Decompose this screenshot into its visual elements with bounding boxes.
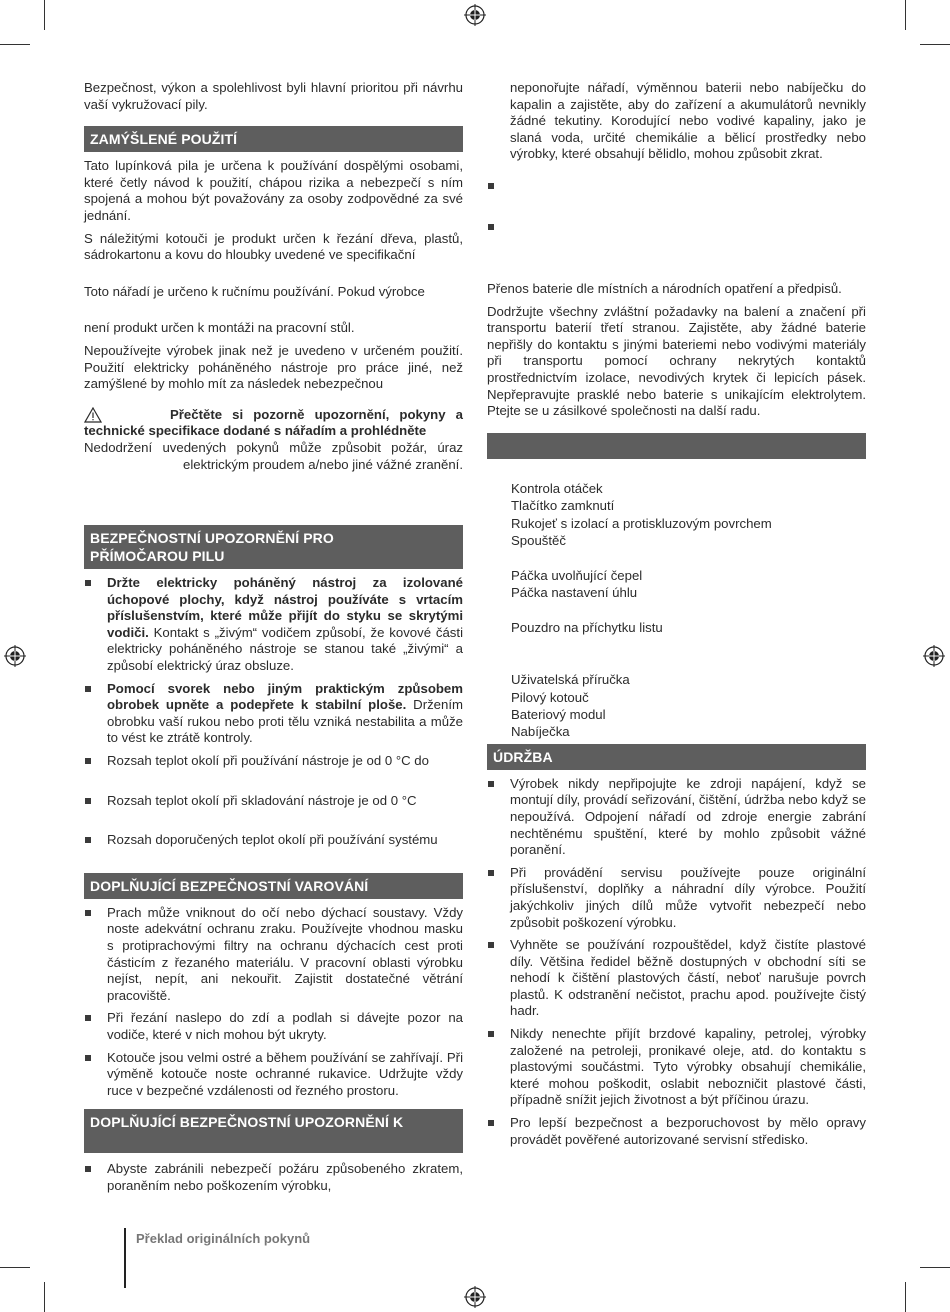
maintenance-list (487, 776, 866, 1148)
section-title-additional-warnings: DOPLŇUJÍCÍ BEZPEČNOSTNÍ VAROVÁNÍ (84, 873, 463, 899)
part-item: Páčka uvolňující čepel (511, 567, 643, 583)
intended-use-p2: S náležitými kotouči je produkt určen k řezání dřeva, plastů, sádrokartonu a kovu do hloubky uvedené ve specifikační (84, 230, 463, 263)
page-footer (124, 1228, 310, 1288)
section-title-battery-safety (84, 1109, 463, 1153)
crop-mark (920, 44, 950, 45)
section-title-text: DOPLŇUJÍCÍ BEZPEČNOSTNÍ UPOZORNĚNÍ K (90, 1114, 404, 1131)
part-item: Pilový kotouč (511, 689, 589, 705)
list-item-text: Držením obrobku vaší rukou nebo proti tělu vzniká nestabilita a může to vést ke ztrátě kontroly. (107, 697, 463, 746)
intended-use-p1: Tato lupínková pila je určena k používání dospělými osobami, které četly návod k použití, chápou rizika a nebezpečí s ním spojená a mohou být považovány za osoby zodpovědné za své jednání. (84, 158, 463, 223)
list-item: Při řezání naslepo do zdí a podlah si dávejte pozor na vodiče, které v nich mohou být ukryty. (84, 1010, 463, 1043)
section-title-line: BEZPEČNOSTNÍ UPOZORNĚNÍ PRO (90, 530, 334, 547)
crop-mark (0, 44, 30, 45)
list-item-bold: Držte elektricky poháněný nástroj za izolované úchopové plochy, když nástroj používáte s vrtacím příslušenstvím, které může přijít do styku se skrytými vodiči. (107, 575, 463, 640)
list-item-bold: Pomocí svorek nebo jiným praktickým způsobem obrobek upněte a podepřete k stabilní ploše. (107, 680, 463, 713)
crop-mark (0, 1267, 30, 1268)
warning-text (84, 407, 463, 473)
continued-text: neponořujte nářadí, výměnnou baterii nebo nabíječku do kapalin a zajistěte, aby do zařízení a akumulátorů nevnikly žádné tekutiny. Korodující nebo vodivé kapaliny, jako je slaná voda, určité chemikálie a bělicí prostředky nebo výrobky, které obsahují bělidlo, mohou způsobit zkrat. (510, 80, 866, 162)
part-item: Tlačítko zamknutí (511, 498, 615, 514)
spacer (511, 654, 866, 671)
additional-warnings-list (84, 905, 463, 1100)
spacer (511, 549, 866, 566)
warning-block (84, 407, 463, 473)
registration-mark-icon (4, 645, 26, 667)
parts-list (487, 480, 866, 741)
spacer (511, 636, 866, 653)
transport-p1: Přenos baterie dle místních a národních opatření a předpisů. (487, 280, 842, 296)
bullet-square (488, 183, 494, 189)
registration-mark-icon (464, 1286, 486, 1308)
list-item: Rozsah doporučených teplot okolí při používání systému (84, 832, 463, 849)
list-item-text: Kontakt s „živým“ vodičem způsobí, že kovové části elektricky poháněného nástroje se stanou také „živými“ a způsobí elektrický úraz obsluze. (107, 624, 463, 674)
list-item: Nikdy nenechte přijít brzdové kapaliny, petrolej, výrobky založené na petroleji, pronikavé oleje, atd. do kontaktu s plastovými součástmi. Tyto výrobky obsahují chemikálie, které mohou poškodit, oslabit nebozničit plastové části, případně snížit jejich životnost a být příčinou úrazu. (487, 1026, 866, 1109)
list-item (84, 681, 463, 747)
bullet-square (488, 224, 494, 230)
part-item: Páčka nastavení úhlu (511, 585, 638, 601)
intro-text: Bezpečnost, výkon a spolehlivost byli hlavní prioritou při návrhu vaší vykružovací pily. (84, 80, 463, 112)
list-item: Prach může vniknout do očí nebo dýchací soustavy. Vždy noste adekvátní ochranu zraku. Používejte vhodnou masku s protiprachovými filtry na ochranu dýchacích cest proti částicím z řezaného materiálu. V pracovní oblasti výrobku nejíst, nepít, ani nekouřit. Zajistit dostatečné větrání pracoviště. (84, 905, 463, 1005)
part-item: Kontrola otáček (511, 480, 603, 496)
empty-bullet (487, 171, 866, 211)
part-item: Pouzdro na příchytku listu (511, 619, 663, 635)
part-item: Spouštěč (511, 532, 566, 548)
part-item: Uživatelská příručka (511, 672, 630, 688)
section-title-jigsaw-safety (84, 525, 463, 569)
section-title-maintenance: ÚDRŽBA (487, 744, 866, 770)
crop-mark (905, 0, 906, 30)
warning-bold: Přečtěte si pozorně upozornění, pokyny a technické specifikace dodané s nářadím a prohlédněte (84, 406, 463, 439)
list-item: Vyhněte se používání rozpouštědel, když čistíte plastové díly. Většina ředidel běžně dostupných v obchodní síti se nehodí k čištění plastových částí, neboť narušuje povrch plastů. K odstranění nečistot, prachu apod. používejte čistý hadr. (487, 937, 866, 1020)
spacer (511, 602, 866, 619)
list-item: Rozsah teplot okolí při skladování nástroje je od 0 °C (84, 793, 463, 810)
empty-bullet (487, 211, 866, 281)
transport-p2: Dodržujte všechny zvláštní požadavky na balení a značení při transportu baterií třetí stranou. Zajistěte, aby žádné baterie nepřišly do kontaktu s jinými bateriemi nebo vodivými materiály při transportu pomocí ochrany nekrytých kontaktů prostřednictvím izolace, nevodivých krytek či lepicích pásek. Nepřepravujte prasklé nebo baterie s unikajícím elektrolytem. Ptejte se u zásilkové společnosti na další radu. (487, 303, 866, 419)
list-item: Výrobek nikdy nepřipojujte ke zdroji napájení, když se montují díly, provádí seřizování, čištění, údržba nebo když se nepoužívá. Odpojení nářadí od zdroje energie zabrání nechtěnému spuštění, které by mohlo způsobit vážné poranění. (487, 776, 866, 859)
crop-mark (44, 1282, 45, 1312)
section-title-features (487, 433, 866, 459)
jigsaw-safety-list (84, 575, 463, 849)
intended-use-p5: Nepoužívejte výrobek jinak než je uvedeno v určeném použití. Použití elektricky poháněného nástroje pro práce jiné, než zamýšlené by mohlo mít za následek nebezpečnou (84, 342, 463, 392)
registration-mark-icon (923, 645, 945, 667)
crop-mark (905, 1282, 906, 1312)
part-item: Nabíječka (511, 724, 570, 740)
section-title-intended-use: ZAMÝŠLENÉ POUŽITÍ (84, 126, 463, 152)
intended-use-p4: není produkt určen k montáži na pracovní stůl. (84, 320, 355, 336)
list-item: Při provádění servisu používejte pouze originální příslušenství, doplňky a náhradní díly výrobce. Použití jakýchkoliv jiných dílů může vytvořit nebezpečí nebo způsobit poškození výrobku. (487, 865, 866, 931)
list-item: Kotouče jsou velmi ostré a během používání se zahřívají. Při výměně kotouče noste ochranné rukavice. Udržujte vždy ruce v bezpečné vzdálenosti od řezného prostoru. (84, 1050, 463, 1100)
list-item (84, 575, 463, 675)
warning-triangle-icon (84, 407, 102, 423)
part-item: Bateriový modul (511, 706, 606, 722)
list-item: Pro lepší bezpečnost a bezporuchovost by mělo opravy provádět pověřené autorizované servisní středisko. (487, 1115, 866, 1148)
battery-safety-list (84, 1161, 463, 1194)
crop-mark (920, 1267, 950, 1268)
list-item: Rozsah teplot okolí při používání nástroje je od 0 °C do (84, 753, 463, 770)
right-column (487, 80, 866, 1154)
registration-mark-icon (464, 4, 486, 26)
crop-mark (44, 0, 45, 30)
intended-use-p3: Toto nářadí je určeno k ručnímu používání. Pokud výrobce (84, 283, 425, 299)
section-title-line: PŘÍMOČAROU PILU (90, 548, 225, 565)
continued-bullet (487, 80, 866, 163)
warning-rest: Nedodržení uvedených pokynů může způsobit požár, úraz elektrickým proudem a/nebo jiné vážné zranění. (84, 439, 463, 472)
left-column (84, 80, 463, 1201)
footer-text: Překlad originálních pokynů (136, 1231, 311, 1246)
list-item: Abyste zabránili nebezpečí požáru způsobeného zkratem, poraněním nebo poškozením výrobku, (84, 1161, 463, 1194)
part-item: Rukojeť s izolací a protiskluzovým povrchem (511, 515, 772, 531)
